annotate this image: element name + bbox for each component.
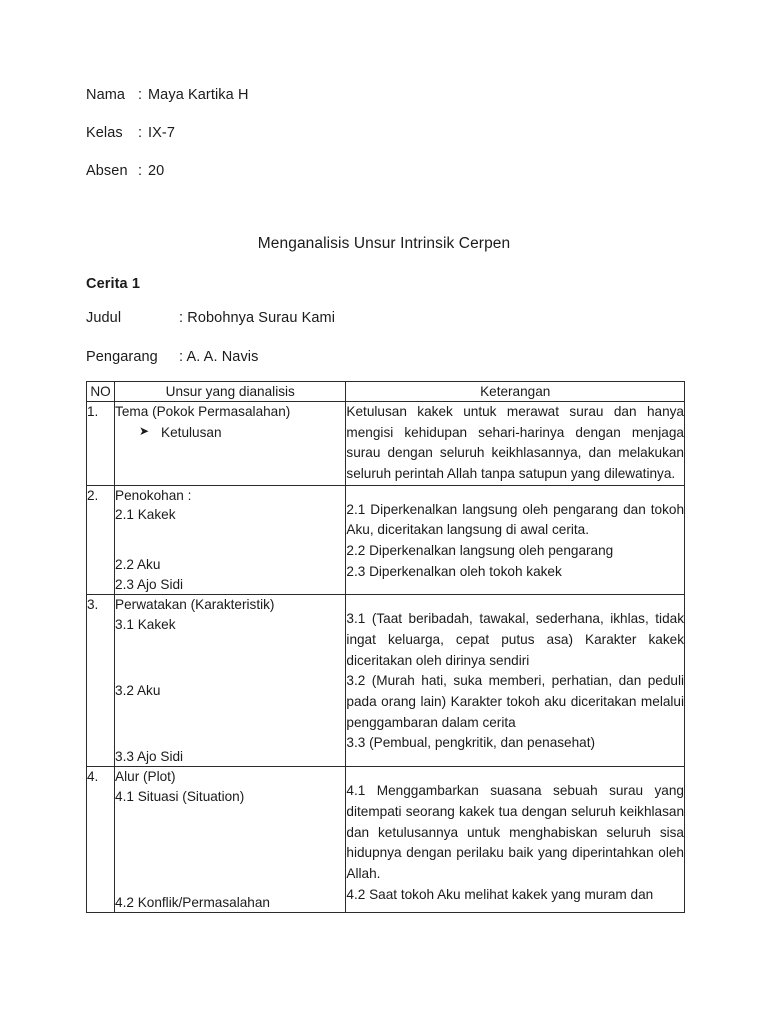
story-info-row-judul bbox=[86, 311, 646, 327]
story-label: Cerita 1 bbox=[86, 276, 140, 292]
unsur-item: 4.2 Konflik/Permasalahan bbox=[115, 894, 270, 910]
spacer bbox=[346, 595, 684, 609]
nama-label: Nama bbox=[86, 87, 126, 103]
kelas-separator: : bbox=[138, 124, 143, 141]
row-unsur-cell bbox=[115, 485, 346, 595]
judul-value: : Robohnya Surau Kami bbox=[179, 310, 336, 326]
row-keterangan-cell bbox=[346, 595, 685, 767]
student-info-row-kelas bbox=[86, 126, 646, 142]
unsur-item: 4.1 Situasi (Situation) bbox=[115, 788, 245, 804]
table-row bbox=[87, 485, 685, 595]
kelas-label: Kelas bbox=[86, 124, 123, 141]
spacer bbox=[346, 486, 684, 500]
unsur-title: Perwatakan (Karakteristik) bbox=[115, 597, 275, 613]
row-number: 2. bbox=[87, 485, 115, 595]
row-number: 3. bbox=[87, 595, 115, 767]
keterangan-text: 3.1 (Taat beribadah, tawakal, sederhana, ikhlas, tidak ingat keluarga, cepat putus asa) Karakter kakek diceritakan oleh dirinya sendiri bbox=[346, 611, 684, 668]
unsur-bullet-item bbox=[115, 423, 345, 443]
absen-label: Absen bbox=[86, 162, 128, 179]
table-row bbox=[87, 595, 685, 767]
header-unsur: Unsur yang dianalisis bbox=[115, 382, 346, 402]
kelas-value: IX-7 bbox=[148, 124, 175, 141]
keterangan-text: 4.1 Menggambarkan suasana sebuah surau yang ditempati seorang kakek tua dengan seluruh keikhlasan dan ketulusannya untuk menghabiskan seluruh sisa hidupnya dengan perilaku baik yang diperintahkan oleh Allah. bbox=[346, 783, 684, 881]
unsur-item: 3.1 Kakek bbox=[115, 617, 176, 633]
header-no: NO bbox=[87, 382, 115, 402]
keterangan-text: 3.3 (Pembual, pengkritik, dan penasehat) bbox=[346, 735, 596, 751]
pengarang-value: : A. A. Navis bbox=[179, 348, 259, 365]
table-row bbox=[87, 402, 685, 486]
nama-separator: : bbox=[138, 87, 143, 103]
row-number: 1. bbox=[87, 402, 115, 486]
unsur-title: Tema (Pokok Permasalahan) bbox=[115, 404, 291, 419]
keterangan-text: Ketulusan kakek untuk merawat surau dan hanya mengisi kehidupan sehari-harinya dengan menjaga surau dengan seluruh keikhlasannya, dan melakukan seluruh perintah Allah tanpa satupun yang dilewatinya. bbox=[346, 404, 684, 481]
table-header-row bbox=[87, 382, 685, 402]
row-unsur-cell bbox=[115, 767, 346, 913]
keterangan-text: 2.3 Diperkenalkan oleh tokoh kakek bbox=[346, 563, 562, 579]
pengarang-label: Pengarang bbox=[86, 348, 158, 365]
story-info-block bbox=[86, 311, 646, 389]
keterangan-text: 2.2 Diperkenalkan langsung oleh pengarang bbox=[346, 542, 614, 558]
analysis-table bbox=[86, 381, 685, 913]
unsur-item: 2.3 Ajo Sidi bbox=[115, 576, 184, 592]
unsur-item: 3.3 Ajo Sidi bbox=[115, 748, 184, 764]
unsur-title: Alur (Plot) bbox=[115, 769, 176, 785]
absen-separator: : bbox=[138, 162, 143, 179]
keterangan-text: 2.1 Diperkenalkan langsung oleh pengarang dan tokoh Aku, diceritakan langsung di awal cerita. bbox=[346, 501, 684, 538]
spacer bbox=[115, 635, 345, 681]
student-info-block bbox=[86, 88, 646, 202]
unsur-item: 3.2 Aku bbox=[115, 682, 161, 698]
student-info-row-nama bbox=[86, 88, 646, 104]
unsur-item: 2.2 Aku bbox=[115, 557, 161, 573]
table-row bbox=[87, 767, 685, 913]
unsur-bullet-label: Ketulusan bbox=[161, 424, 222, 440]
keterangan-text: 3.2 (Murah hati, suka memberi, perhatian, dan peduli pada orang lain) Karakter tokoh aku diceritakan melalui penggambaran dalam cerita bbox=[346, 673, 684, 730]
spacer bbox=[115, 701, 345, 747]
keterangan-text: 4.2 Saat tokoh Aku melihat kakek yang muram dan bbox=[346, 886, 654, 902]
row-keterangan-cell bbox=[346, 402, 685, 486]
unsur-item: 2.1 Kakek bbox=[115, 507, 176, 523]
spacer bbox=[115, 807, 345, 893]
triangle-bullet-icon: ➤ bbox=[139, 423, 150, 438]
row-keterangan-cell bbox=[346, 767, 685, 913]
story-info-row-pengarang bbox=[86, 350, 646, 366]
nama-value: Maya Kartika H bbox=[148, 87, 249, 103]
spacer bbox=[115, 525, 345, 555]
unsur-title: Penokohan : bbox=[115, 487, 192, 503]
row-unsur-cell bbox=[115, 402, 346, 486]
row-unsur-cell bbox=[115, 595, 346, 767]
judul-label: Judul bbox=[86, 310, 122, 326]
header-keterangan: Keterangan bbox=[346, 382, 685, 402]
absen-value: 20 bbox=[148, 162, 165, 179]
student-info-row-absen bbox=[86, 164, 646, 180]
spacer bbox=[346, 767, 684, 781]
page-title: Menganalisis Unsur Intrinsik Cerpen bbox=[257, 235, 511, 252]
row-number: 4. bbox=[87, 767, 115, 913]
row-keterangan-cell bbox=[346, 485, 685, 595]
